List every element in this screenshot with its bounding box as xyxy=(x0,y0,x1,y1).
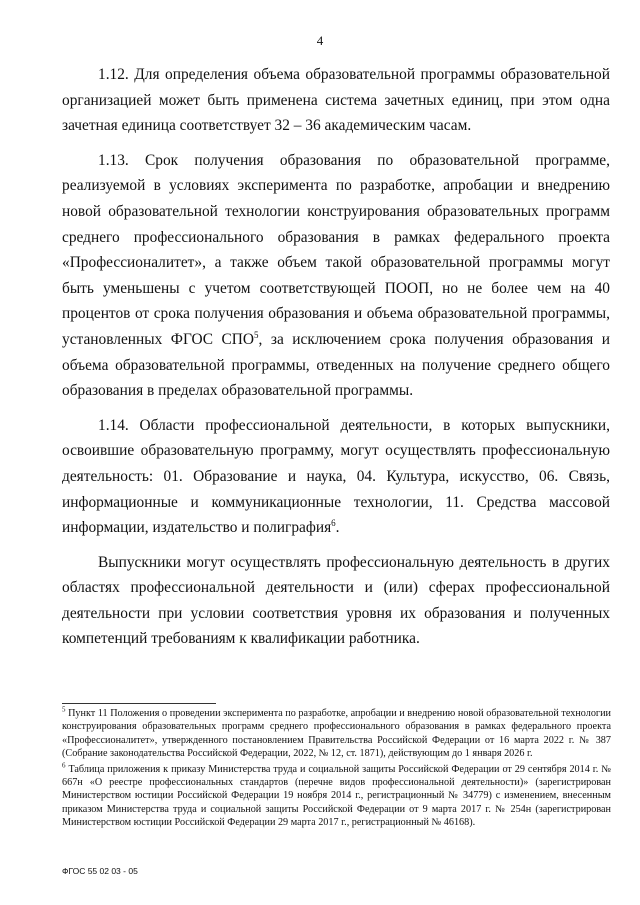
footnote-6 xyxy=(62,763,611,830)
document-code: ФГОС 55 02 03 - 05 xyxy=(62,866,138,876)
footnote-ref-5: 5 xyxy=(254,329,259,340)
paragraph-1-14-tail: . xyxy=(335,519,340,537)
main-text xyxy=(62,62,610,661)
paragraph-1-13 xyxy=(62,148,610,404)
paragraph-graduates: Выпускники могут осуществлять профессиональную деятельность в других областях профессиональной деятельности и (или) сферах профессиональной деятельности при условии соответствия уровня их образования и полученных компетенций требованиям к квалификации работника. xyxy=(62,553,610,648)
paragraph-1-14-text: 1.14. Области профессиональной деятельности, в которых выпускники, освоившие образовательную программу, могут осуществлять профессиональную деятельность: 01. Образование и наука, 04. Культура, искусство, 06. Связь, информационные и коммуникационные технологии, 11. Средства массовой информации, издательство и полиграфия xyxy=(62,416,610,537)
page-number: 4 xyxy=(316,33,324,48)
footnote-5-mark: 5 xyxy=(62,705,66,714)
footnote-separator xyxy=(62,703,216,704)
footnote-ref-6: 6 xyxy=(331,517,336,528)
footnote-5-text: Пункт 11 Положения о проведении эксперимента по разработке, апробации и внедрению новой образовательной технологии конструирования образовательных программ среднего профессионального образования в рамках федерального проекта «Профессионалитет», утвержденного постановлением Правительства Российской Федерации от 16 марта 2022 г. № 387 (Собрание законодательства Российской Федерации, 2022, № 12, ст. 1871), действующим до 1 января 2026 г. xyxy=(62,708,611,760)
paragraph-1-14 xyxy=(62,413,610,541)
paragraph-1-12: 1.12. Для определения объема образовательной программы образовательной организацией может быть применена система зачетных единиц, при этом одна зачетная единица соответствует 32 – 36 академическим часам. xyxy=(62,66,610,135)
footnote-5 xyxy=(62,707,611,761)
paragraph-1-13-text: 1.13. Срок получения образования по образовательной программе, реализуемой в условиях эксперимента по разработке, апробации и внедрению новой образовательной технологии конструирования образовательных программ среднего профессионального образования в рамках федерального проекта «Профессионалитет», а также объем такой образовательной программы могут быть уменьшены с учетом соответствующей ПООП, но не более чем на 40 процентов от срока получения образования и объема образовательной программы, установленных ФГОС СПО xyxy=(62,151,610,348)
paragraph-1-13-tail: , за исключением срока получения образования и объема образовательной программы, отведенных на получение среднего общего образования в пределах образовательной программы. xyxy=(62,330,610,400)
footnote-6-mark: 6 xyxy=(62,761,66,770)
footnote-6-text: Таблица приложения к приказу Министерства труда и социальной защиты Российской Федерации от 29 сентября 2014 г. № 667н «О реестре профессиональных стандартов (перечне видов профессиональной деятельности)» (зарегистрирован Министерством юстиции Российской Федерации 19 ноября 2014 г., регистрационный № 34779) с изменением, внесенным приказом Министерства труда и социальной защиты Российской Федерации от 9 марта 2017 г. № 254н (зарегистрирован Министерством юстиции Российской Федерации 29 марта 2017 г., регистрационный № 46168). xyxy=(62,763,611,829)
footnotes xyxy=(62,707,611,832)
